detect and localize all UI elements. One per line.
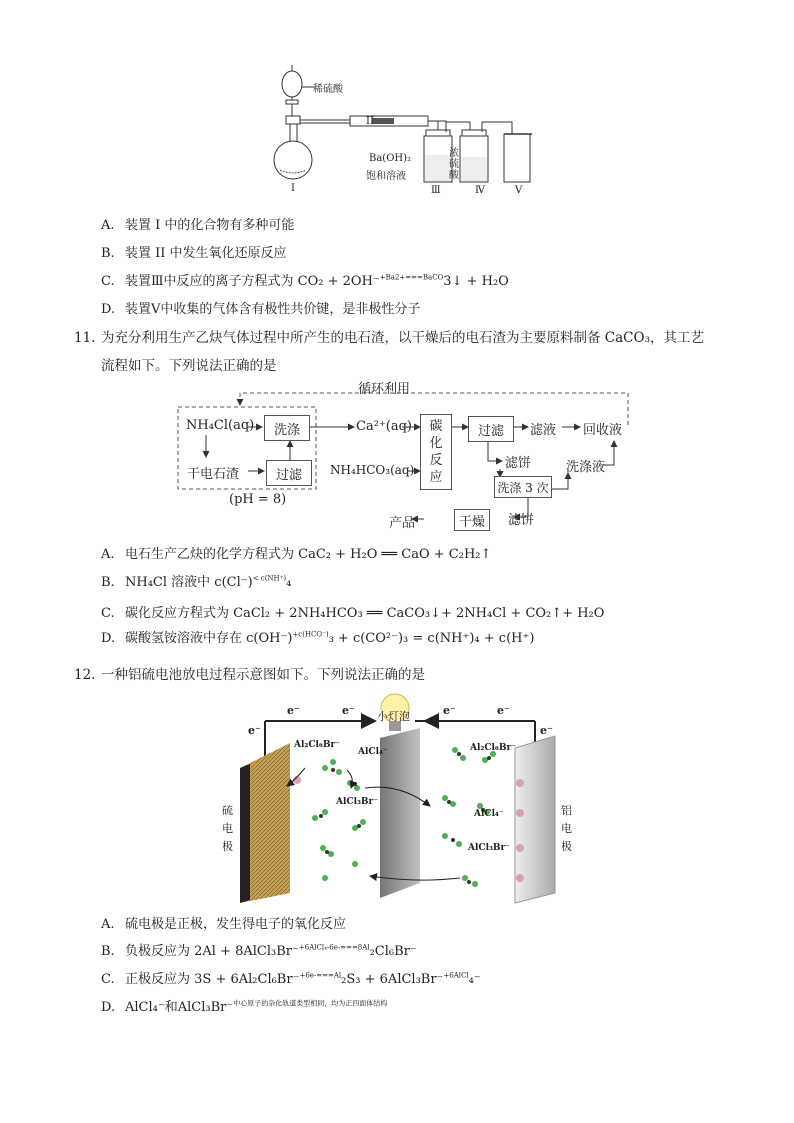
electron-label-4: e⁻ <box>497 704 510 717</box>
q11-stem-line2: 流程如下。下列说法正确的是 <box>101 358 277 374</box>
acid-label: 稀硫酸 <box>313 84 343 95</box>
electron-label-1: e⁻ <box>287 704 300 717</box>
dry-box: 干燥 <box>454 509 490 531</box>
label-II: II <box>366 116 374 127</box>
q12-option-d[interactable]: D. AlCl₄⁻和AlCl₃Br⁻$^{中心原子的杂化轨道类型相同,均为正四面体结构}$ <box>101 999 388 1015</box>
q11-option-a[interactable]: A. 电石生产乙炔的化学方程式为 CaC₂ + H₂O ══ CaO + C₂H₂↑ <box>101 547 492 562</box>
aluminum-electrode-label: 铝 电 极 <box>561 804 572 853</box>
baoh-label-1: Ba(OH)₂ <box>369 153 412 164</box>
ca-label: Ca²⁺(aq) <box>356 419 412 434</box>
recycle-label: 循环利用 <box>358 382 411 397</box>
electron-label-6: e⁻ <box>540 724 553 737</box>
carbonation-box: 碳 化 反 应 <box>420 414 452 490</box>
label-I: I <box>291 183 295 194</box>
electron-label-5: e⁻ <box>248 724 261 737</box>
electron-label-2: e⁻ <box>342 704 355 717</box>
q12-option-c[interactable]: C. 正极反应为 3S + 6Al₂Cl₆Br⁻$^{+6e-===Al}$₂S₃ + 6AlCl₃Br⁻$^{+6AlCl}$₄⁻ <box>101 971 481 987</box>
label-IV: Ⅳ <box>475 185 485 196</box>
bulb-label: 小灯泡 <box>377 710 410 723</box>
alcl3br-left: AlCl₃Br⁻ <box>336 797 379 807</box>
cake2-label: 滤饼 <box>508 513 535 528</box>
label-III: Ⅲ <box>431 185 441 196</box>
nh4cl-label: NH₄Cl(aq) <box>186 418 255 433</box>
dry-slag-label: 干电石渣 <box>187 467 240 482</box>
label-V: Ⅴ <box>515 185 523 196</box>
q10-option-c[interactable]: C. 装置Ⅲ中反应的离子方程式为 CO₂ + 2OH⁻$^{+Ba2+===BaCO}$3↓ + H₂O <box>101 273 509 289</box>
wash3-box: 洗涤 3 次 <box>494 476 552 498</box>
ph-label: (pH = 8) <box>229 492 287 507</box>
al2cl6br-right: Al₂Cl₆Br⁻ <box>470 743 516 753</box>
al2cl6br-left: Al₂Cl₆Br⁻ <box>294 740 340 750</box>
q11-option-c[interactable]: C. 碳化反应方程式为 CaCl₂ + 2NH₄HCO₃ ══ CaCO₃↓+ 2NH₄Cl + CO₂↑+ H₂O <box>101 606 605 621</box>
wash-box: 洗涤 <box>264 415 310 441</box>
q10-option-b[interactable]: B. 装置 II 中发生氧化还原反应 <box>101 246 287 261</box>
q10-option-d[interactable]: D. 装置Ⅴ中收集的气体含有极性共价键，是非极性分子 <box>101 302 421 317</box>
q11-option-d[interactable]: D. 碳酸氢铵溶液中存在 $c(OH^-)^{+c(HCO^-)}_3 + c(CO^{2-})_3 = c(NH^+)_4 + c(H^+)$ <box>101 630 535 646</box>
wash-liquid-label: 洗涤液 <box>566 460 606 475</box>
cake1-label: 滤饼 <box>505 456 532 471</box>
filter1-box: 过滤 <box>266 460 312 486</box>
recovery-label: 回收液 <box>583 423 623 438</box>
electron-label-3: e⁻ <box>443 704 456 717</box>
dropping-funnel <box>282 71 302 97</box>
filtrate-label: 滤液 <box>530 423 557 438</box>
q12-option-a[interactable]: A. 硫电极是正极，发生得电子的氧化反应 <box>101 917 347 932</box>
q12-stem: 12. 一种铝硫电池放电过程示意图如下。下列说法正确的是 <box>74 667 425 683</box>
alcl3br-right: AlCl₃Br⁻ <box>468 843 511 853</box>
q10-option-a[interactable]: A. 装置 I 中的化合物有多种可能 <box>101 218 295 233</box>
q11-stem-line1: 11. 为充分利用生产乙炔气体过程中所产生的电石渣，以干燥后的电石渣为主要原料制备 CaCO₃，其工艺 <box>74 330 704 346</box>
conc-acid-label: 浓 硫 酸 <box>449 148 459 181</box>
alcl4-right: AlCl₄⁻ <box>474 809 504 819</box>
filter2-box: 过滤 <box>468 416 514 442</box>
q11-option-b[interactable]: B. NH₄Cl 溶液中 $c(Cl^-)^{< c(NH^+)}_4$ <box>101 574 292 590</box>
bottle-V <box>504 134 530 182</box>
alcl4-top: AlCl₄⁻ <box>358 747 388 757</box>
baoh-label-2: 饱和溶液 <box>366 171 406 182</box>
nh4hco3-label: NH₄HCO₃(aq) <box>330 463 415 477</box>
product-label: 产品 <box>389 516 416 531</box>
sulfur-electrode-label: 硫 电 极 <box>222 804 233 853</box>
q12-option-b[interactable]: B. 负极反应为 2Al + 8AlCl₃Br⁻$^{+6AlCl_4-6e-===8Al}$₂Cl₆Br⁻ <box>101 943 417 959</box>
